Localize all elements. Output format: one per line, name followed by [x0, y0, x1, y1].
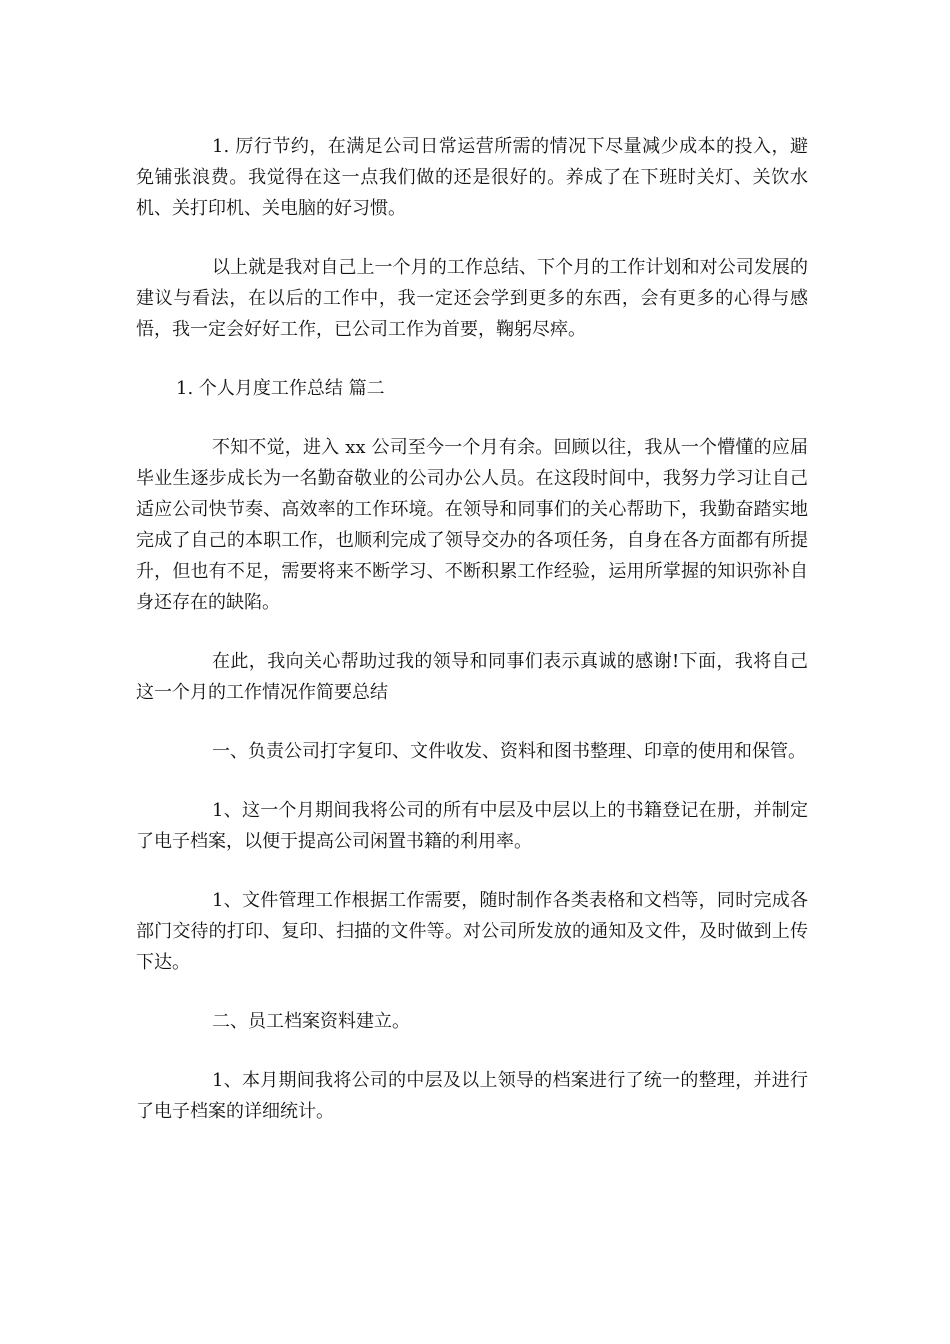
- paragraph-book-registry: 1、这一个月期间我将公司的所有中层及中层以上的书籍登记在册，并制定了电子档案，以便于提高公司闲置书籍的利用率。: [136, 800, 808, 852]
- paragraph-duty-two: 二、员工档案资料建立。: [212, 1011, 410, 1032]
- paragraph-file-management: 1、文件管理工作根据工作需要，随时制作各类表格和文档等，同时完成各部门交待的打印、复印、扫描的文件等。对公司所发放的通知及文件，及时做到上传下达。: [136, 890, 808, 973]
- section-heading: 1. 个人月度工作总结 篇二: [176, 378, 385, 399]
- paragraph-thanks: 在此，我向关心帮助过我的领导和同事们表示真诚的感谢!下面，我将自己这一个月的工作情况作简要总结: [136, 651, 808, 703]
- paragraph-introduction: 不知不觉，进入 xx 公司至今一个月有余。回顾以往，我从一个懵懂的应届毕业生逐步成长为一名勤奋敬业的公司办公人员。在这段时间中，我努力学习让自己适应公司快节奏、高效率的工作环境。在领导和同事们的关心帮助下，我勤奋踏实地完成了自己的本职工作，也顺利完成了领导交办的各项任务，自身在各方面都有所提升，但也有不足，需要将来不断学习、不断积累工作经验，运用所掌握的知识弥补自身还存在的缺陷。: [136, 437, 808, 613]
- paragraph-duty-one: 一、负责公司打字复印、文件收发、资料和图书整理、印章的使用和保管。: [212, 741, 806, 762]
- document-body: [136, 131, 808, 1155]
- paragraph-closing-remarks: 以上就是我对自己上一个月的工作总结、下个月的工作计划和对公司发展的建议与看法，在以后的工作中，我一定还会学到更多的东西，会有更多的心得与感悟，我一定会好好工作，已公司工作为首要，鞠躬尽瘁。: [136, 257, 808, 340]
- paragraph-employee-archives: 1、本月期间我将公司的中层及以上领导的档案进行了统一的整理，并进行了电子档案的详细统计。: [136, 1070, 808, 1122]
- paragraph-frugality: 1. 厉行节约，在满足公司日常运营所需的情况下尽量减少成本的投入，避免铺张浪费。我觉得在这一点我们做的还是很好的。养成了在下班时关灯、关饮水机、关打印机、关电脑的好习惯。: [136, 136, 808, 219]
